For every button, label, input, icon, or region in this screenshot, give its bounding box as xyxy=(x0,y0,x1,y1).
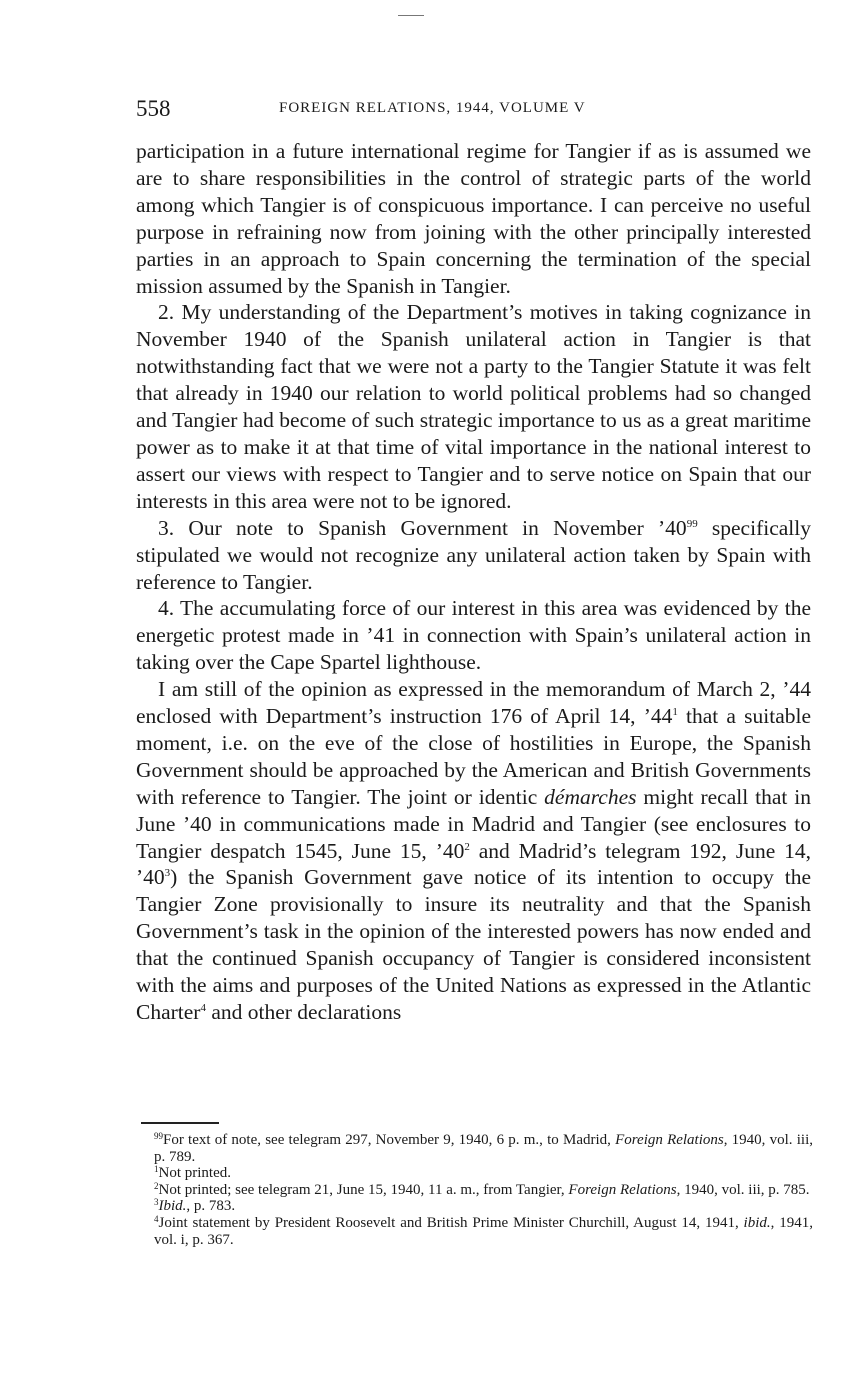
footnote-mark-99: 99 xyxy=(154,1131,163,1141)
footnote-ref-99: 99 xyxy=(686,517,698,530)
running-head: FOREIGN RELATIONS, 1944, VOLUME V xyxy=(279,100,586,116)
footnote-99-text-a: For text of note, see telegram 297, November 9, 1940, 6 p. m., to Madrid, xyxy=(163,1132,616,1148)
footnote-3 xyxy=(138,1198,813,1215)
footnote-99 xyxy=(138,1132,813,1165)
footnote-rule xyxy=(141,1122,219,1124)
paragraph-4: 4. The accumulating force of our interest in this area was evidenced by the energetic protest made in ’41 in connection with Spain’s unilateral action in taking over the Cape Spartel lighthouse. xyxy=(136,596,811,675)
top-margin-mark xyxy=(398,15,424,16)
footnote-ref-1: 1 xyxy=(672,706,678,719)
footnote-2 xyxy=(138,1182,813,1199)
paragraph-2: 2. My understanding of the Department’s motives in taking cognizance in November 1940 of the Spanish unilateral action in Tangier is that notwithstanding fact that we were not a party to the Tangier Statute it was felt that already in 1940 our relation to world political problems had so changed and Tangier had become of such strategic importance to us as a great maritime power as to make it at that time of vital importance in the national interest to assert our views with respect to Tangier and to serve notice on Spain that our interests in this area were not to be ignored. xyxy=(136,300,811,513)
footnote-mark-1: 1 xyxy=(154,1164,159,1175)
footnote-ref-2: 2 xyxy=(464,840,470,853)
footnote-mark-2: 2 xyxy=(154,1180,159,1191)
footnote-1 xyxy=(138,1165,813,1182)
paragraph-5-text-f: and other declarations xyxy=(205,1000,402,1024)
footnote-4-italic: ibid. xyxy=(743,1214,771,1231)
footnotes xyxy=(138,1132,813,1248)
footnote-99-italic: Foreign Relations xyxy=(615,1132,724,1148)
paragraph-5-text-d: and Madrid’s telegram 192, June 14, ’40 xyxy=(136,838,812,890)
paragraph-5-text-a: I am still of the opinion as expressed in the memorandum of March 2, ’44 enclosed with Department’s instruction 176 of April 14, ’44 xyxy=(136,677,811,729)
footnote-2-text-a: Not printed; see telegram 21, June 15, 1940, 11 a. m., from Tangier, xyxy=(158,1181,569,1198)
paragraph-5-italic: démarches xyxy=(544,784,637,809)
paragraph-5-text-e: ) the Spanish Government gave notice of its intention to occupy the Tangier Zone provisionally to insure its neutrality and that the Spanish Government’s task in the opinion of the interested powers has now ended and that the continued Spanish occupancy of Tangier is considered inconsistent with the aims and purposes of the United Nations as expressed in the Atlantic Charter xyxy=(136,865,811,1024)
footnote-4-text-b: , 1941, vol. i, p. 367. xyxy=(154,1214,813,1248)
footnote-4-text-a: Joint statement by President Roosevelt and British Prime Minister Churchill, August 14, 1941, xyxy=(158,1214,744,1231)
footnote-mark-4: 4 xyxy=(154,1213,159,1224)
body-text xyxy=(136,138,811,1026)
footnote-ref-3: 3 xyxy=(164,867,171,880)
footnote-3-italic: Ibid. xyxy=(158,1198,187,1215)
footnote-ref-4: 4 xyxy=(200,1002,206,1014)
footnote-mark-3: 3 xyxy=(154,1197,159,1208)
paragraph-3-text-a: 3. Our note to Spanish Government in November ’40 xyxy=(158,515,687,540)
paragraph-3 xyxy=(136,515,811,596)
footnote-4 xyxy=(138,1215,813,1248)
paragraph-3-text-b: specifically stipulated we would not recognize any unilateral action taken by Spain with reference to Tangier. xyxy=(136,515,811,594)
page-header xyxy=(136,96,811,124)
footnote-2-text-b: , 1940, vol. iii, p. 785. xyxy=(676,1181,810,1198)
paragraph-5-text-b: that a suitable moment, i.e. on the eve of the close of hostilities in Europe, the Spanish Government should be approached by the American and British Governments with reference to Tangier. The joint or identic xyxy=(136,704,811,809)
footnote-3-text: , p. 783. xyxy=(186,1198,236,1215)
paragraph-5 xyxy=(136,676,811,1026)
paragraph-5-text-c: might recall that in June ’40 in communications made in Madrid and Tangier (see enclosures to Tangier despatch 1545, June 15, ’40 xyxy=(136,784,811,863)
footnote-99-text-b: , 1940, vol. iii, p. 789. xyxy=(154,1132,814,1165)
footnote-1-text: Not printed. xyxy=(158,1165,231,1182)
page-number: 558 xyxy=(136,96,171,121)
paragraph-continuation: participation in a future international regime for Tangier if as is assumed we are to share responsibilities in the control of strategic parts of the world among which Tangier is of conspicuous importance. I can perceive no useful purpose in refraining now from joining with the other principally interested parties in an approach to Spain concerning the termination of the special mission assumed by the Spanish in Tangier. xyxy=(136,139,811,298)
footnote-2-italic: Foreign Relations xyxy=(568,1181,677,1198)
